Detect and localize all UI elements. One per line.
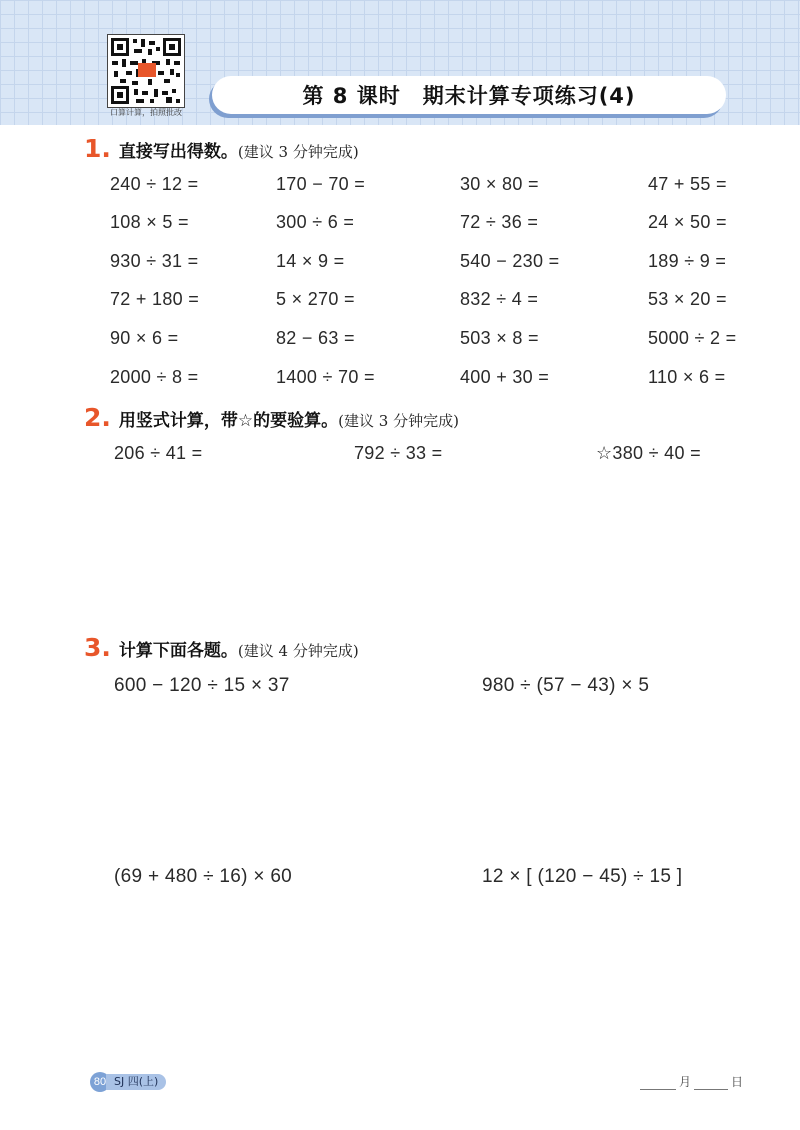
oral-problem: 930 ÷ 31 = xyxy=(110,251,199,271)
oral-problem: 110 × 6 = xyxy=(648,367,726,387)
lesson-number: 第 8 课时 xyxy=(302,84,401,108)
oral-problem: 108 × 5 = xyxy=(110,212,189,232)
oral-problem: 540 − 230 = xyxy=(460,251,560,271)
book-label: SJ 四(上) xyxy=(106,1074,166,1090)
section-2-heading xyxy=(84,403,459,432)
section-1-heading xyxy=(84,134,359,163)
oral-problem: 14 × 9 = xyxy=(276,251,345,271)
vertical-problem: 792 ÷ 33 = xyxy=(354,443,443,463)
mixed-operation-problem: 980 ÷ (57 − 43) × 5 xyxy=(482,675,650,696)
mixed-operation-problem: 600 − 120 ÷ 15 × 37 xyxy=(114,675,290,696)
oral-problem: 72 ÷ 36 = xyxy=(460,212,539,232)
page-title: 期末计算专项练习(4) xyxy=(422,84,636,108)
month-label: 月 xyxy=(679,1075,692,1089)
section-1-number: 1. xyxy=(84,134,111,163)
oral-problem: 832 ÷ 4 = xyxy=(460,289,539,309)
oral-problem: 2000 ÷ 8 = xyxy=(110,367,199,387)
mixed-operation-problem: (69 + 480 ÷ 16) × 60 xyxy=(114,866,293,887)
section-3-heading xyxy=(84,633,359,662)
oral-problem: 189 ÷ 9 = xyxy=(648,251,727,271)
oral-problem: 400 + 30 = xyxy=(460,367,550,387)
section-3-number: 3. xyxy=(84,633,111,662)
day-label: 日 xyxy=(731,1075,744,1089)
oral-problem: 503 × 8 = xyxy=(460,328,539,348)
page-number: 80 xyxy=(90,1072,110,1092)
oral-problem: 1400 ÷ 70 = xyxy=(276,367,375,387)
oral-problem: 300 ÷ 6 = xyxy=(276,212,355,232)
oral-problem: 5000 ÷ 2 = xyxy=(648,328,737,348)
oral-problem: 170 − 70 = xyxy=(276,174,366,194)
footer-page-badge xyxy=(90,1072,166,1092)
section-2-title: 用竖式计算，带☆的要验算。 xyxy=(118,411,339,431)
section-3-note: (建议 4 分钟完成) xyxy=(237,642,359,660)
oral-problem: 24 × 50 = xyxy=(648,212,727,232)
section-3-title: 计算下面各题。 xyxy=(118,641,238,661)
mixed-operation-problem: 12 × [ (120 − 45) ÷ 15 ] xyxy=(482,866,683,887)
oral-problem: 5 × 270 = xyxy=(276,289,355,309)
qr-caption: 口算计算，拍照批改 xyxy=(110,108,182,117)
qr-code-icon xyxy=(108,35,184,107)
oral-problem: 30 × 80 = xyxy=(460,174,539,194)
section-2-number: 2. xyxy=(84,403,111,432)
vertical-problem-with-check: ☆380 ÷ 40 = xyxy=(596,443,701,463)
oral-problem: 82 − 63 = xyxy=(276,328,355,348)
oral-problem: 47 + 55 = xyxy=(648,174,727,194)
qr-code[interactable] xyxy=(107,34,185,108)
oral-problem: 72 + 180 = xyxy=(110,289,200,309)
section-1-title: 直接写出得数。 xyxy=(118,142,238,162)
oral-problem: 90 × 6 = xyxy=(110,328,179,348)
oral-problem: 53 × 20 = xyxy=(648,289,727,309)
section-2-note: (建议 3 分钟完成) xyxy=(338,412,459,430)
lesson-title-bar xyxy=(212,76,726,114)
date-field xyxy=(640,1073,743,1090)
day-blank[interactable] xyxy=(694,1077,728,1090)
vertical-problem: 206 ÷ 41 = xyxy=(114,443,203,463)
oral-problem: 240 ÷ 12 = xyxy=(110,174,199,194)
section-1-note: (建议 3 分钟完成) xyxy=(237,143,359,161)
month-blank[interactable] xyxy=(640,1077,676,1090)
